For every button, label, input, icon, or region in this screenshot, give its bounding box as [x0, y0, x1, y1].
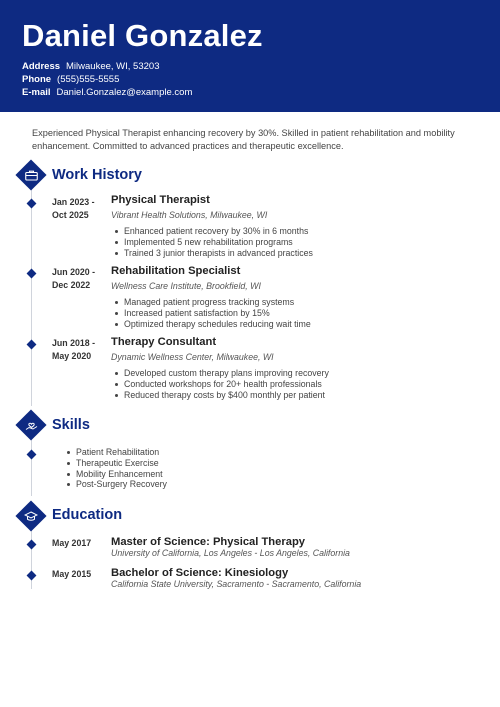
- job-3-marker: [27, 340, 37, 350]
- job-2-role: Rehabilitation Specialist: [111, 265, 241, 277]
- job-1-dates: [52, 196, 95, 222]
- phone-value: (555)555-5555: [57, 74, 120, 85]
- job-3-date-end: May 2020: [52, 351, 92, 361]
- skill-item: Patient Rehabilitation: [76, 447, 167, 458]
- job-2-date-end: Dec 2022: [52, 280, 91, 290]
- address-value: Milwaukee, WI, 53203: [66, 61, 160, 72]
- job-1-marker: [27, 199, 37, 209]
- job-3-bullet-1: Developed custom therapy plans improving recovery: [124, 368, 329, 378]
- phone-label: Phone: [22, 74, 52, 85]
- resume-header: [0, 0, 500, 112]
- job-1-role: Physical Therapist: [111, 194, 210, 206]
- job-3-bullets: [112, 368, 329, 400]
- job-2-bullet-1: Managed patient progress tracking systems: [124, 297, 311, 308]
- skills-title: Skills: [52, 417, 90, 433]
- job-3-role: Therapy Consultant: [111, 336, 217, 348]
- job-3-bullet-2: Conducted workshops for 20+ health professionals: [124, 379, 329, 390]
- skill-item: Post-Surgery Recovery: [76, 479, 167, 490]
- hand-heart-icon: [20, 414, 42, 436]
- job-2-company: Wellness Care Institute, Brookfield, WI: [111, 281, 261, 291]
- contact-address: [22, 61, 159, 72]
- contact-email: [22, 87, 192, 98]
- job-1-company: Vibrant Health Solutions, Milwaukee, WI: [111, 210, 268, 220]
- skill-item: Therapeutic Exercise: [76, 458, 167, 469]
- candidate-name: Daniel Gonzalez: [22, 18, 263, 53]
- education-1-marker: [27, 540, 37, 550]
- contact-phone: [22, 74, 119, 85]
- job-2-date-start: Jun 2020 -: [52, 267, 96, 277]
- skills-timeline-line: [31, 436, 32, 496]
- job-1-bullet-1: Enhanced patient recovery by 30% in 6 months: [124, 226, 313, 237]
- address-label: Address: [22, 61, 61, 72]
- education-2-date: May 2015: [52, 569, 92, 579]
- job-3-date-start: Jun 2018 -: [52, 338, 96, 348]
- job-3-dates: [52, 337, 95, 363]
- email-value: Daniel.Gonzalez@example.com: [56, 87, 193, 98]
- job-2-bullet-3: Optimized therapy schedules reducing wait time: [124, 318, 311, 329]
- job-1-date-end: Oct 2025: [52, 210, 89, 220]
- skills-list: [64, 447, 167, 490]
- job-2-bullet-2: Increased patient satisfaction by 15%: [124, 308, 311, 319]
- skill-item: Mobility Enhancement: [76, 469, 167, 480]
- job-1-date-start: Jan 2023 -: [52, 197, 95, 207]
- job-2-dates: [52, 266, 95, 292]
- job-3-company: Dynamic Wellness Center, Milwaukee, WI: [111, 352, 274, 362]
- work-timeline-line: [31, 186, 32, 406]
- job-1-bullet-3: Trained 3 junior therapists in advanced practices: [124, 247, 313, 258]
- job-1-bullet-2: Implemented 5 new rehabilitation programs: [124, 237, 313, 248]
- job-2-marker: [27, 269, 37, 279]
- job-2-bullets: [112, 297, 311, 329]
- email-label: E-mail: [22, 87, 51, 98]
- education-1-degree: Master of Science: Physical Therapy: [111, 536, 305, 548]
- professional-summary: Experienced Physical Therapist enhancing recovery by 30%. Skilled in patient rehabilitation and mobility enhancement. Committed to advanced practices and therapeutic excellence.: [32, 128, 455, 151]
- job-3-bullet-3: Reduced therapy costs by $400 monthly per patient: [124, 390, 329, 401]
- education-1-school: University of California, Los Angeles - Los Angeles, California: [111, 548, 350, 558]
- education-2-marker: [27, 571, 37, 581]
- briefcase-icon: [20, 164, 42, 186]
- education-2-school: California State University, Sacramento - Sacramento, California: [111, 579, 362, 589]
- graduation-cap-icon: [20, 505, 42, 527]
- education-title: Education: [52, 507, 123, 523]
- skills-marker: [27, 450, 37, 460]
- work-history-title: Work History: [52, 167, 142, 183]
- education-2-degree: Bachelor of Science: Kinesiology: [111, 567, 289, 579]
- job-1-bullets: [112, 226, 313, 258]
- education-1-date: May 2017: [52, 538, 92, 548]
